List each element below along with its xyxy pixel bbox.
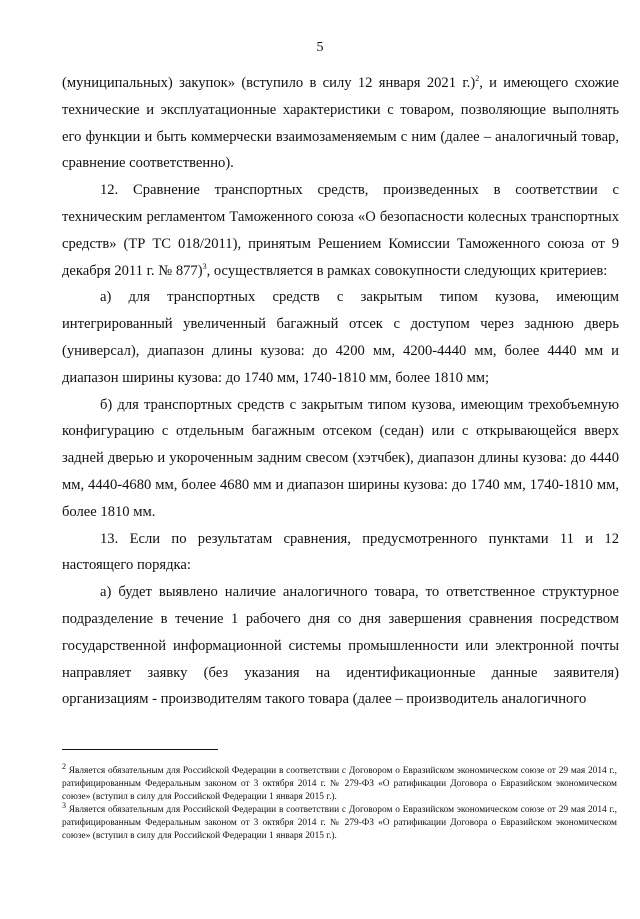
footnote-3: $^3$ Является обязательным для Российской Федерации в соответствии с Договором о Евразийском экономическом союзе от 29 мая 2014 г., ратифицированным Федеральным законом от 3 октября 2014 г. № 279-ФЗ «О ратификации Договора о Евразийском экономическом союзе» (вступил в силу для Российской Федерации 1 января 2015 г.).	[62, 801, 617, 842]
paragraph-12b: б) для транспортных средств с закрытым типом кузова, имеющим трехобъемную конфигурацию с отдельным багажным отсеком (седан) или с открывающейся вверх задней дверью и укороченным задним свесом (хэтчбек), диапазон длины кузова: до 4440 мм, 4440-4680 мм, более 4680 мм и диапазон ширины кузова: до 1740 мм, 1740-1810 мм, более 1810 мм.	[62, 396, 619, 520]
footnote-2: $^2$ Является обязательным для Российской Федерации в соответствии с Договором о Евразийском экономическом союзе от 29 мая 2014 г., ратифицированным Федеральным законом от 3 октября 2014 г. № 279-ФЗ «О ратификации Договора о Евразийском экономическом союзе» (вступил в силу для Российской Федерации 1 января 2015 г.).	[62, 761, 617, 803]
paragraph-13: 13. Если по результатам сравнения, предусмотренного пунктами 11 и 12 настоящего порядка:	[62, 530, 619, 574]
footnote-separator	[62, 749, 218, 750]
footnote-ref-2: 2	[475, 74, 480, 84]
document-body	[62, 70, 619, 713]
footnote-mark: 2	[62, 761, 66, 771]
paragraph-continuation: (муниципальных) закупок» (вступило в силу 12 января 2021 г.)$^2$, и имеющего схожие технические и эксплуатационные характеристики с товаром, позволяющие выполнять его функции и быть коммерчески взаимозаменяемым с ним (далее – аналогичный товар, сравнение соответственно).	[62, 74, 620, 172]
footnotes	[62, 761, 617, 844]
footnote-mark: 3	[62, 801, 66, 811]
paragraph-12: 12. Сравнение транспортных средств, произведенных в соответствии с техническим регламентом Таможенного союза «О безопасности колесных транспортных средств» (ТР ТС 018/2011), принятым Решением Комиссии Таможенного союза от 9 декабря 2011 г. № 877)$^3$, осуществляется в рамках совокупности следующих критериев:	[62, 182, 619, 279]
page-number: 5	[316, 40, 324, 55]
footnote-ref-3: 3	[202, 261, 207, 271]
paragraph-12a: а) для транспортных средств с закрытым типом кузова, имеющим интегрированный увеличенный багажный отсек с доступом через заднюю дверь (универсал), диапазон длины кузова: до 4200 мм, 4200-4440 мм, более 4440 мм и диапазон ширины кузова: до 1740 мм, 1740-1810 мм, более 1810 мм;	[62, 289, 619, 386]
paragraph-13a: а) будет выявлено наличие аналогичного товара, то ответственное структурное подразделение в течение 1 рабочего дня со дня завершения сравнения посредством государственной информационной системы промышленности или электронной почты направляет заявку (без указания на идентификационные данные заявителя) организациям - производителям такого товара (далее – производитель аналогичного	[62, 584, 619, 708]
